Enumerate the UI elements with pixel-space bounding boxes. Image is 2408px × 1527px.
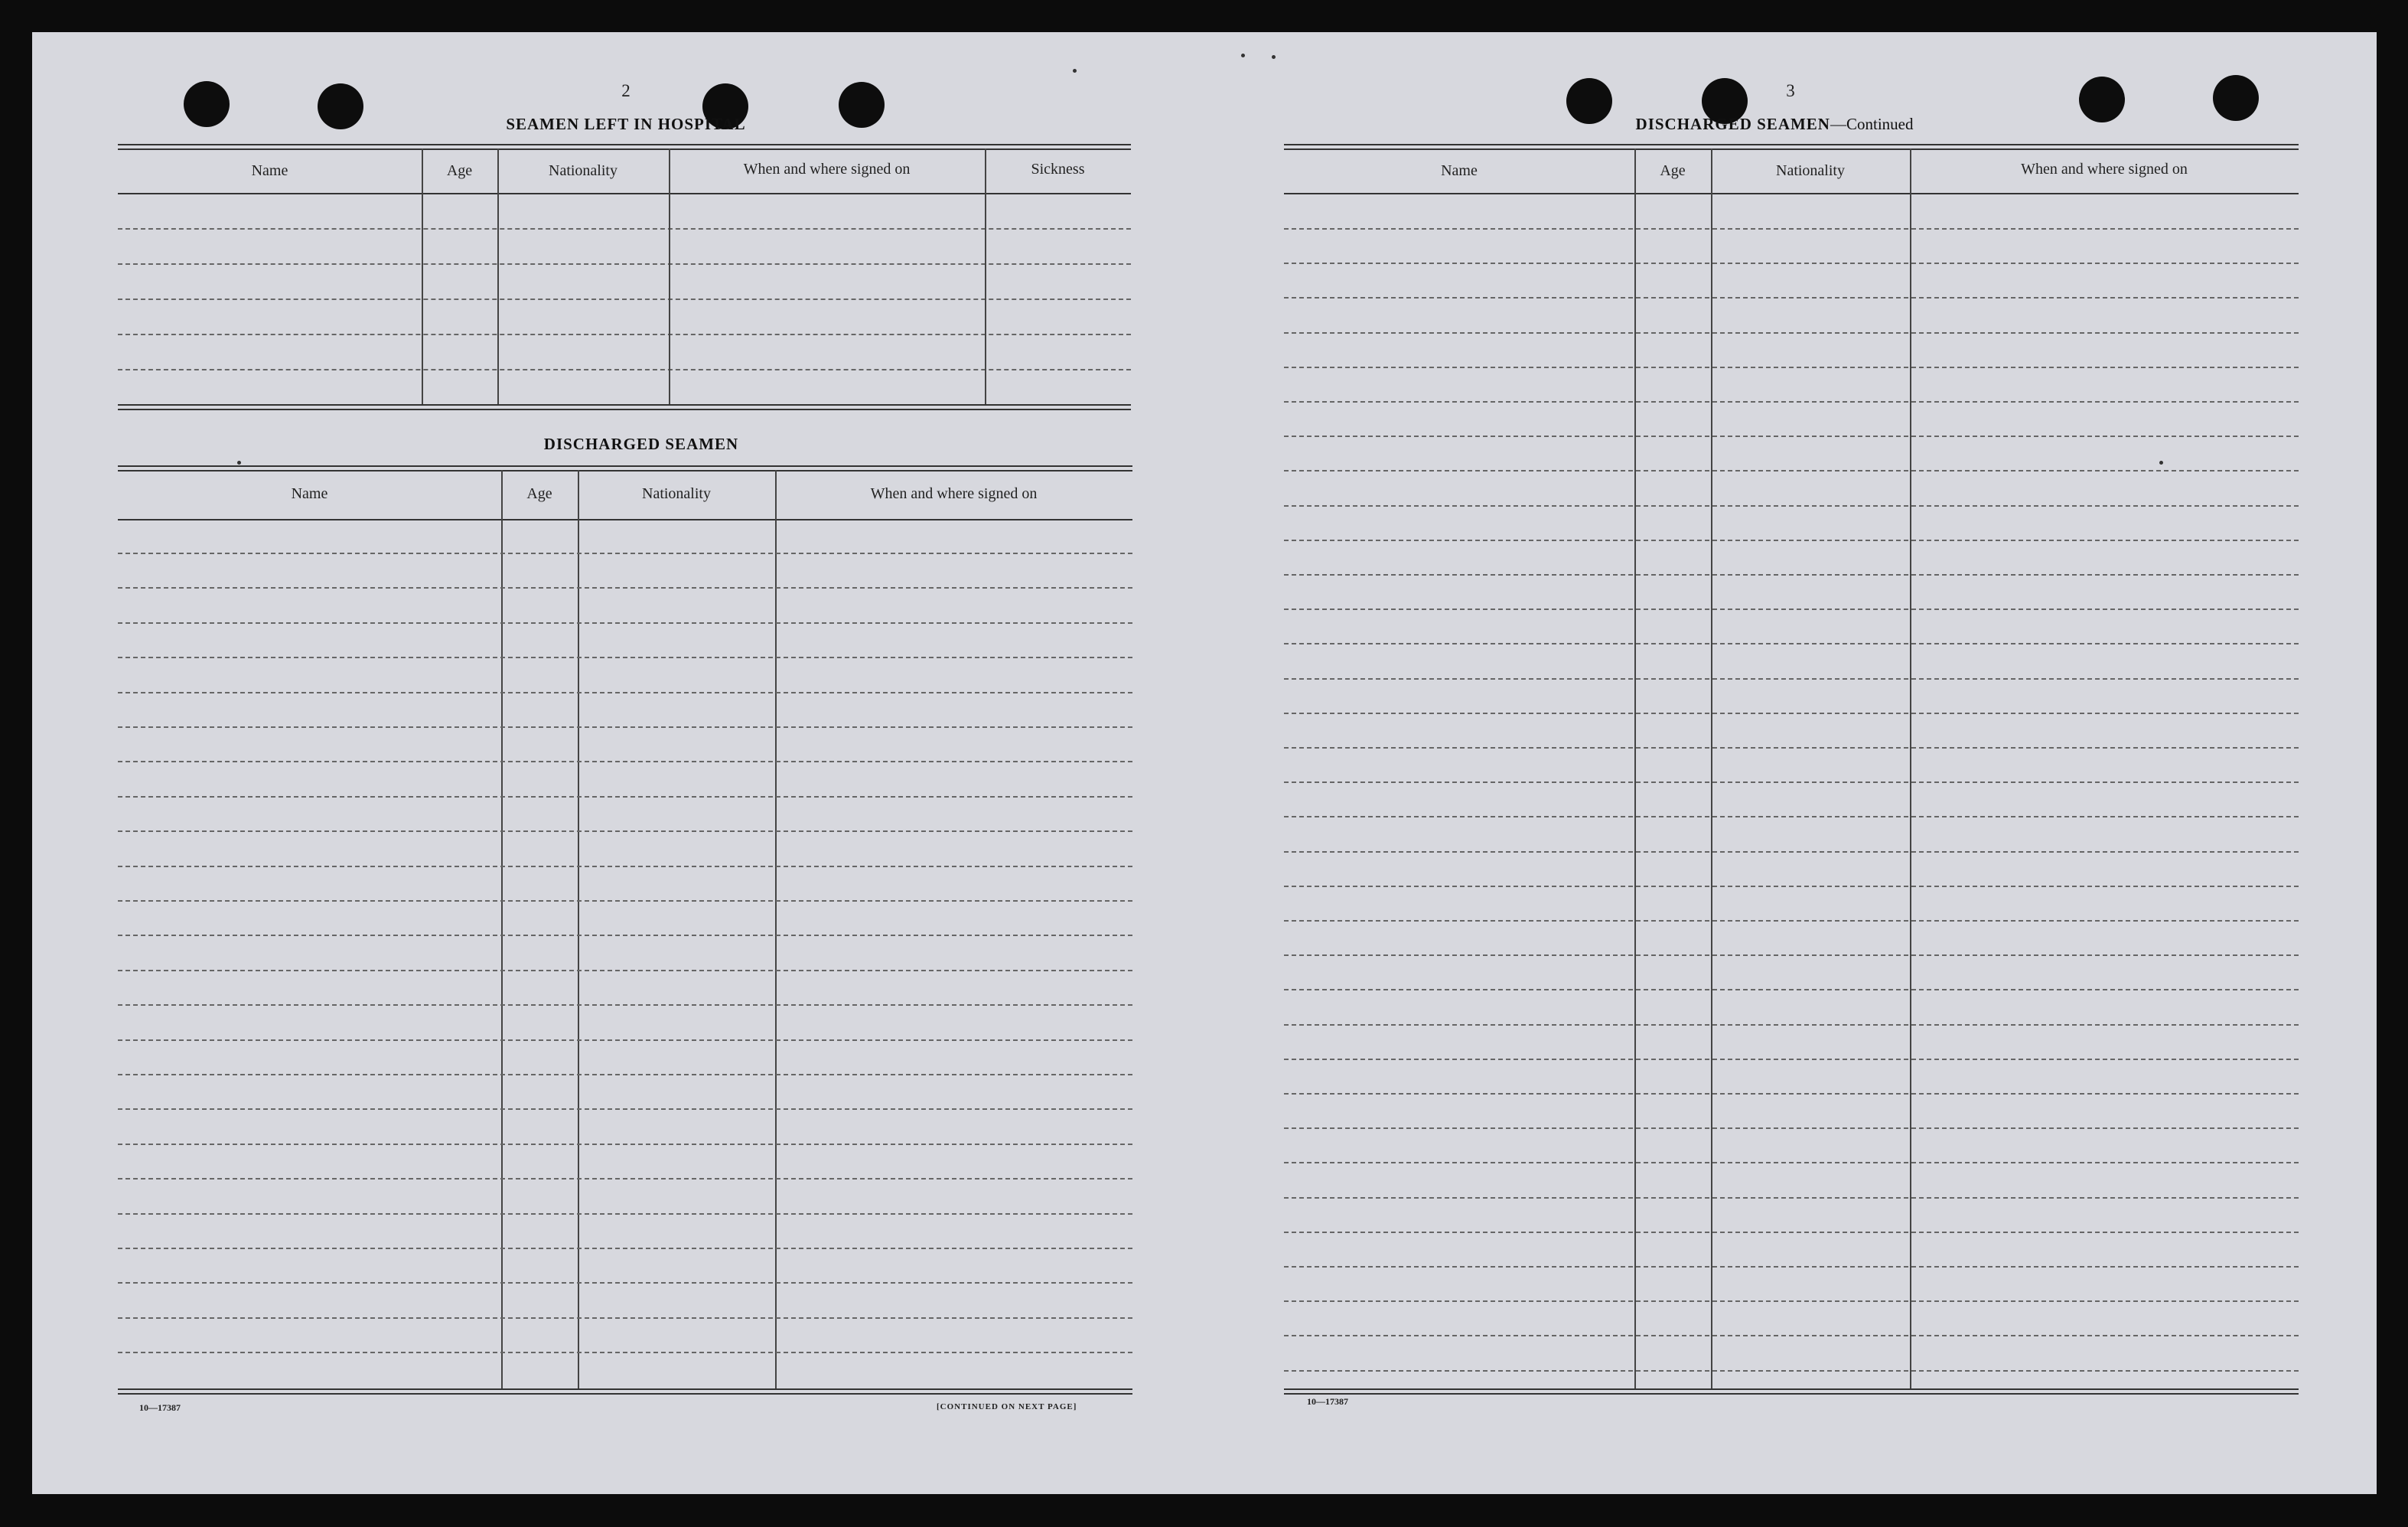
column-header-age: Age — [1660, 162, 1686, 179]
section-title-text: DISCHARGED SEAMEN — [1635, 115, 1830, 133]
ruled-row-line — [1284, 297, 2299, 299]
ruled-row-line — [1284, 1335, 2299, 1336]
punch-hole — [2213, 75, 2259, 121]
ruled-row-line — [118, 1004, 1132, 1006]
ruled-row-line — [1284, 713, 2299, 714]
column-header-name: Name — [1441, 162, 1478, 179]
ruled-row-line — [118, 1039, 1132, 1041]
ruled-row-line — [1284, 816, 2299, 817]
ruled-row-line — [118, 587, 1132, 589]
column-header-age: Age — [526, 485, 552, 502]
ruled-row-line — [1284, 851, 2299, 853]
column-header-name: Name — [251, 162, 288, 179]
ruled-row-line — [118, 622, 1132, 624]
section-title-suffix: —Continued — [1830, 115, 1914, 133]
ruled-row-line — [118, 1213, 1132, 1215]
ruled-row-line — [118, 1352, 1132, 1353]
continued-note: [CONTINUED ON NEXT PAGE] — [937, 1402, 1077, 1411]
ruled-row-line — [118, 796, 1132, 798]
ruled-row-line — [118, 1144, 1132, 1145]
hospital-table — [118, 144, 1131, 419]
ink-speck — [1272, 55, 1276, 59]
ruled-row-line — [118, 726, 1132, 728]
ruled-row-line — [118, 761, 1132, 762]
ruled-row-line — [1284, 609, 2299, 610]
ruled-row-line — [1284, 540, 2299, 541]
ruled-row-line — [1284, 678, 2299, 680]
punch-hole — [1566, 78, 1612, 124]
column-header-signed-on: When and where signed on — [2021, 161, 2188, 178]
ruled-row-line — [1284, 1197, 2299, 1199]
punch-hole — [839, 82, 885, 128]
section-title-hospital: SEAMEN LEFT IN HOSPITAL — [506, 115, 746, 133]
ruled-row-line — [1284, 886, 2299, 887]
column-header-signed-on: When and where signed on — [870, 485, 1038, 502]
manifest-sheet — [32, 32, 2377, 1494]
ruled-row-line — [1284, 1162, 2299, 1163]
discharged-table — [118, 465, 1132, 1396]
ruled-row-line — [118, 970, 1132, 971]
ruled-row-line — [1284, 367, 2299, 368]
ruled-row-line — [118, 1282, 1132, 1284]
ink-speck — [237, 461, 241, 465]
ruled-row-line — [1284, 989, 2299, 990]
ruled-row-line — [1284, 1093, 2299, 1095]
ruled-row-line — [1284, 505, 2299, 507]
ruled-row-line — [118, 1248, 1132, 1249]
column-header-nationality: Nationality — [642, 485, 711, 502]
ruled-row-line — [1284, 1127, 2299, 1129]
ruled-row-line — [118, 1317, 1132, 1319]
section-title-discharged-continued — [1636, 115, 1914, 134]
ruled-row-line — [1284, 1024, 2299, 1026]
ruled-row-line — [118, 692, 1132, 693]
page-number: 3 — [1786, 81, 1795, 100]
ruled-row-line — [1284, 747, 2299, 749]
column-header-nationality: Nationality — [1776, 162, 1845, 179]
column-header-sickness: Sickness — [1031, 161, 1085, 178]
ink-speck — [1073, 69, 1077, 73]
form-number: 10—17387 — [139, 1402, 181, 1413]
punch-hole — [318, 83, 363, 129]
ruled-row-line — [1284, 920, 2299, 922]
ruled-row-line — [118, 1178, 1132, 1180]
ruled-row-line — [118, 900, 1132, 902]
ruled-row-line — [1284, 781, 2299, 783]
ruled-row-line — [1284, 574, 2299, 576]
ruled-row-line — [1284, 1059, 2299, 1060]
ruled-row-line — [1284, 436, 2299, 437]
ruled-row-line — [1284, 1370, 2299, 1372]
ruled-row-line — [118, 935, 1132, 936]
ruled-row-line — [1284, 1300, 2299, 1302]
punch-hole — [2079, 77, 2125, 122]
punch-hole — [184, 81, 230, 127]
ruled-row-line — [118, 1074, 1132, 1075]
ruled-row-line — [118, 657, 1132, 658]
form-number: 10—17387 — [1307, 1396, 1348, 1407]
ruled-row-line — [118, 866, 1132, 867]
ruled-row-line — [118, 830, 1132, 832]
ruled-row-line — [1284, 954, 2299, 956]
ruled-row-line — [1284, 401, 2299, 403]
column-header-age: Age — [446, 162, 473, 179]
ink-speck — [1241, 54, 1245, 57]
ruled-row-line — [1284, 470, 2299, 471]
ruled-row-line — [1284, 643, 2299, 644]
discharged-continued-table — [1284, 144, 2299, 1395]
column-header-signed-on: When and where signed on — [743, 161, 911, 178]
column-header-nationality: Nationality — [549, 162, 617, 179]
ruled-row-line — [118, 1108, 1132, 1110]
ruled-row-line — [1284, 263, 2299, 264]
ruled-row-line — [1284, 1232, 2299, 1233]
page-number: 2 — [621, 81, 631, 100]
ruled-row-line — [1284, 332, 2299, 334]
column-header-name: Name — [291, 485, 328, 502]
ruled-row-line — [1284, 1266, 2299, 1268]
ruled-row-line — [1284, 228, 2299, 230]
ruled-row-line — [118, 553, 1132, 554]
section-title-discharged: DISCHARGED SEAMEN — [543, 435, 739, 453]
